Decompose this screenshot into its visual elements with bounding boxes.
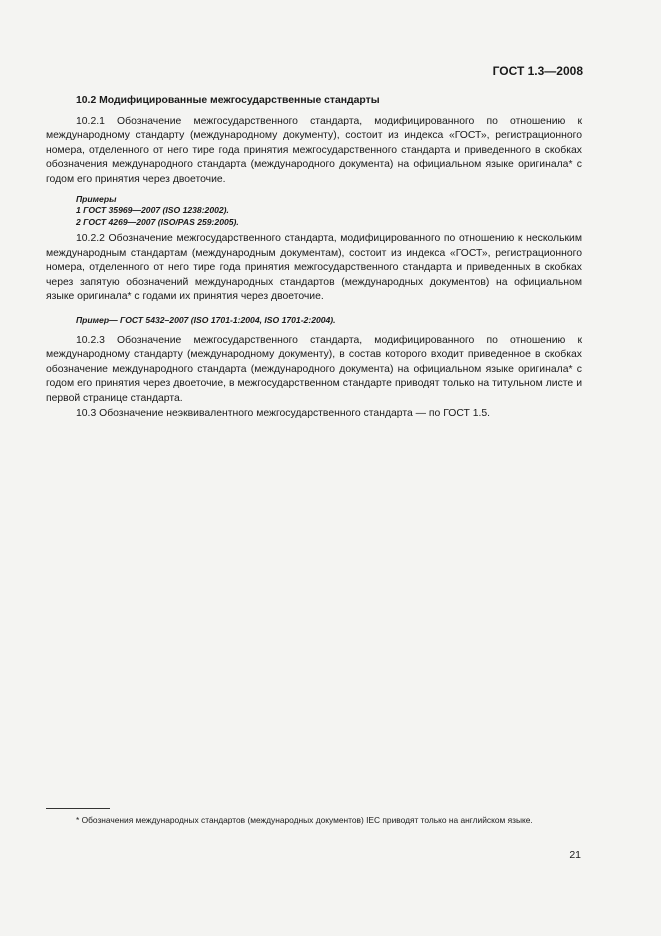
examples-title: Примеры	[76, 193, 117, 204]
example-item-2: 2 ГОСТ 4269—2007 (ISO/PAS 259:2005).	[76, 216, 239, 227]
document-code: ГОСТ 1.3—2008	[492, 64, 583, 78]
example-single: Пример— ГОСТ 5432–2007 (ISO 1701-1:2004, ISO 1701-2:2004).	[76, 315, 336, 326]
paragraph-10-2-2: 10.2.2 Обозначение межгосударственного стандарта, модифицированного по отношению к нескольким международным стандартам (международным документам), состоит из индекса «ГОСТ», регистрационного номера, отделенного от него тире года принятия межгосударственного стандарта и приведенных в скобках через запятую обозначений международных стандартов (международных документов) на официальном языке оригинала* с годами их принятия через двоеточие.	[46, 233, 582, 303]
example-item-1: 1 ГОСТ 35969—2007 (ISO 1238:2002).	[76, 205, 229, 216]
paragraph-10-2-3: 10.2.3 Обозначение межгосударственного стандарта, модифицированного по отношению к международному стандарту (международному документу), в состав которого входит приведенное в скобках обозначение международного стандарта (международного документа) на официальном языке оригинала* с годом его принятия через двоеточие, в межгосударственном стандарте приводят только на титульном листе и первой странице стандарта.	[46, 334, 582, 404]
paragraph-10-3: 10.3 Обозначение неэквивалентного межгосударственного стандарта — по ГОСТ 1.5.	[76, 407, 491, 419]
paragraph-10-2-1: 10.2.1 Обозначение межгосударственного стандарта, модифицированного по отношению к международному стандарту (международному документу), состоит из индекса «ГОСТ», регистрационного номера, отделенного от него тире года принятия межгосударственного стандарта и приведенного в скобках обозначения международного стандарта (международного документа) на официальном языке оригинала* с годом его принятия через двоеточие.	[46, 115, 582, 185]
section-title: 10.2 Модифицированные межгосударственные стандарты	[76, 95, 380, 106]
page-number: 21	[569, 849, 581, 861]
footnote: * Обозначения международных стандартов (международных документов) IEC приводят только на английском языке.	[76, 815, 533, 825]
examples-block	[76, 194, 582, 229]
page-content	[46, 94, 582, 421]
footnote-divider	[46, 808, 110, 809]
